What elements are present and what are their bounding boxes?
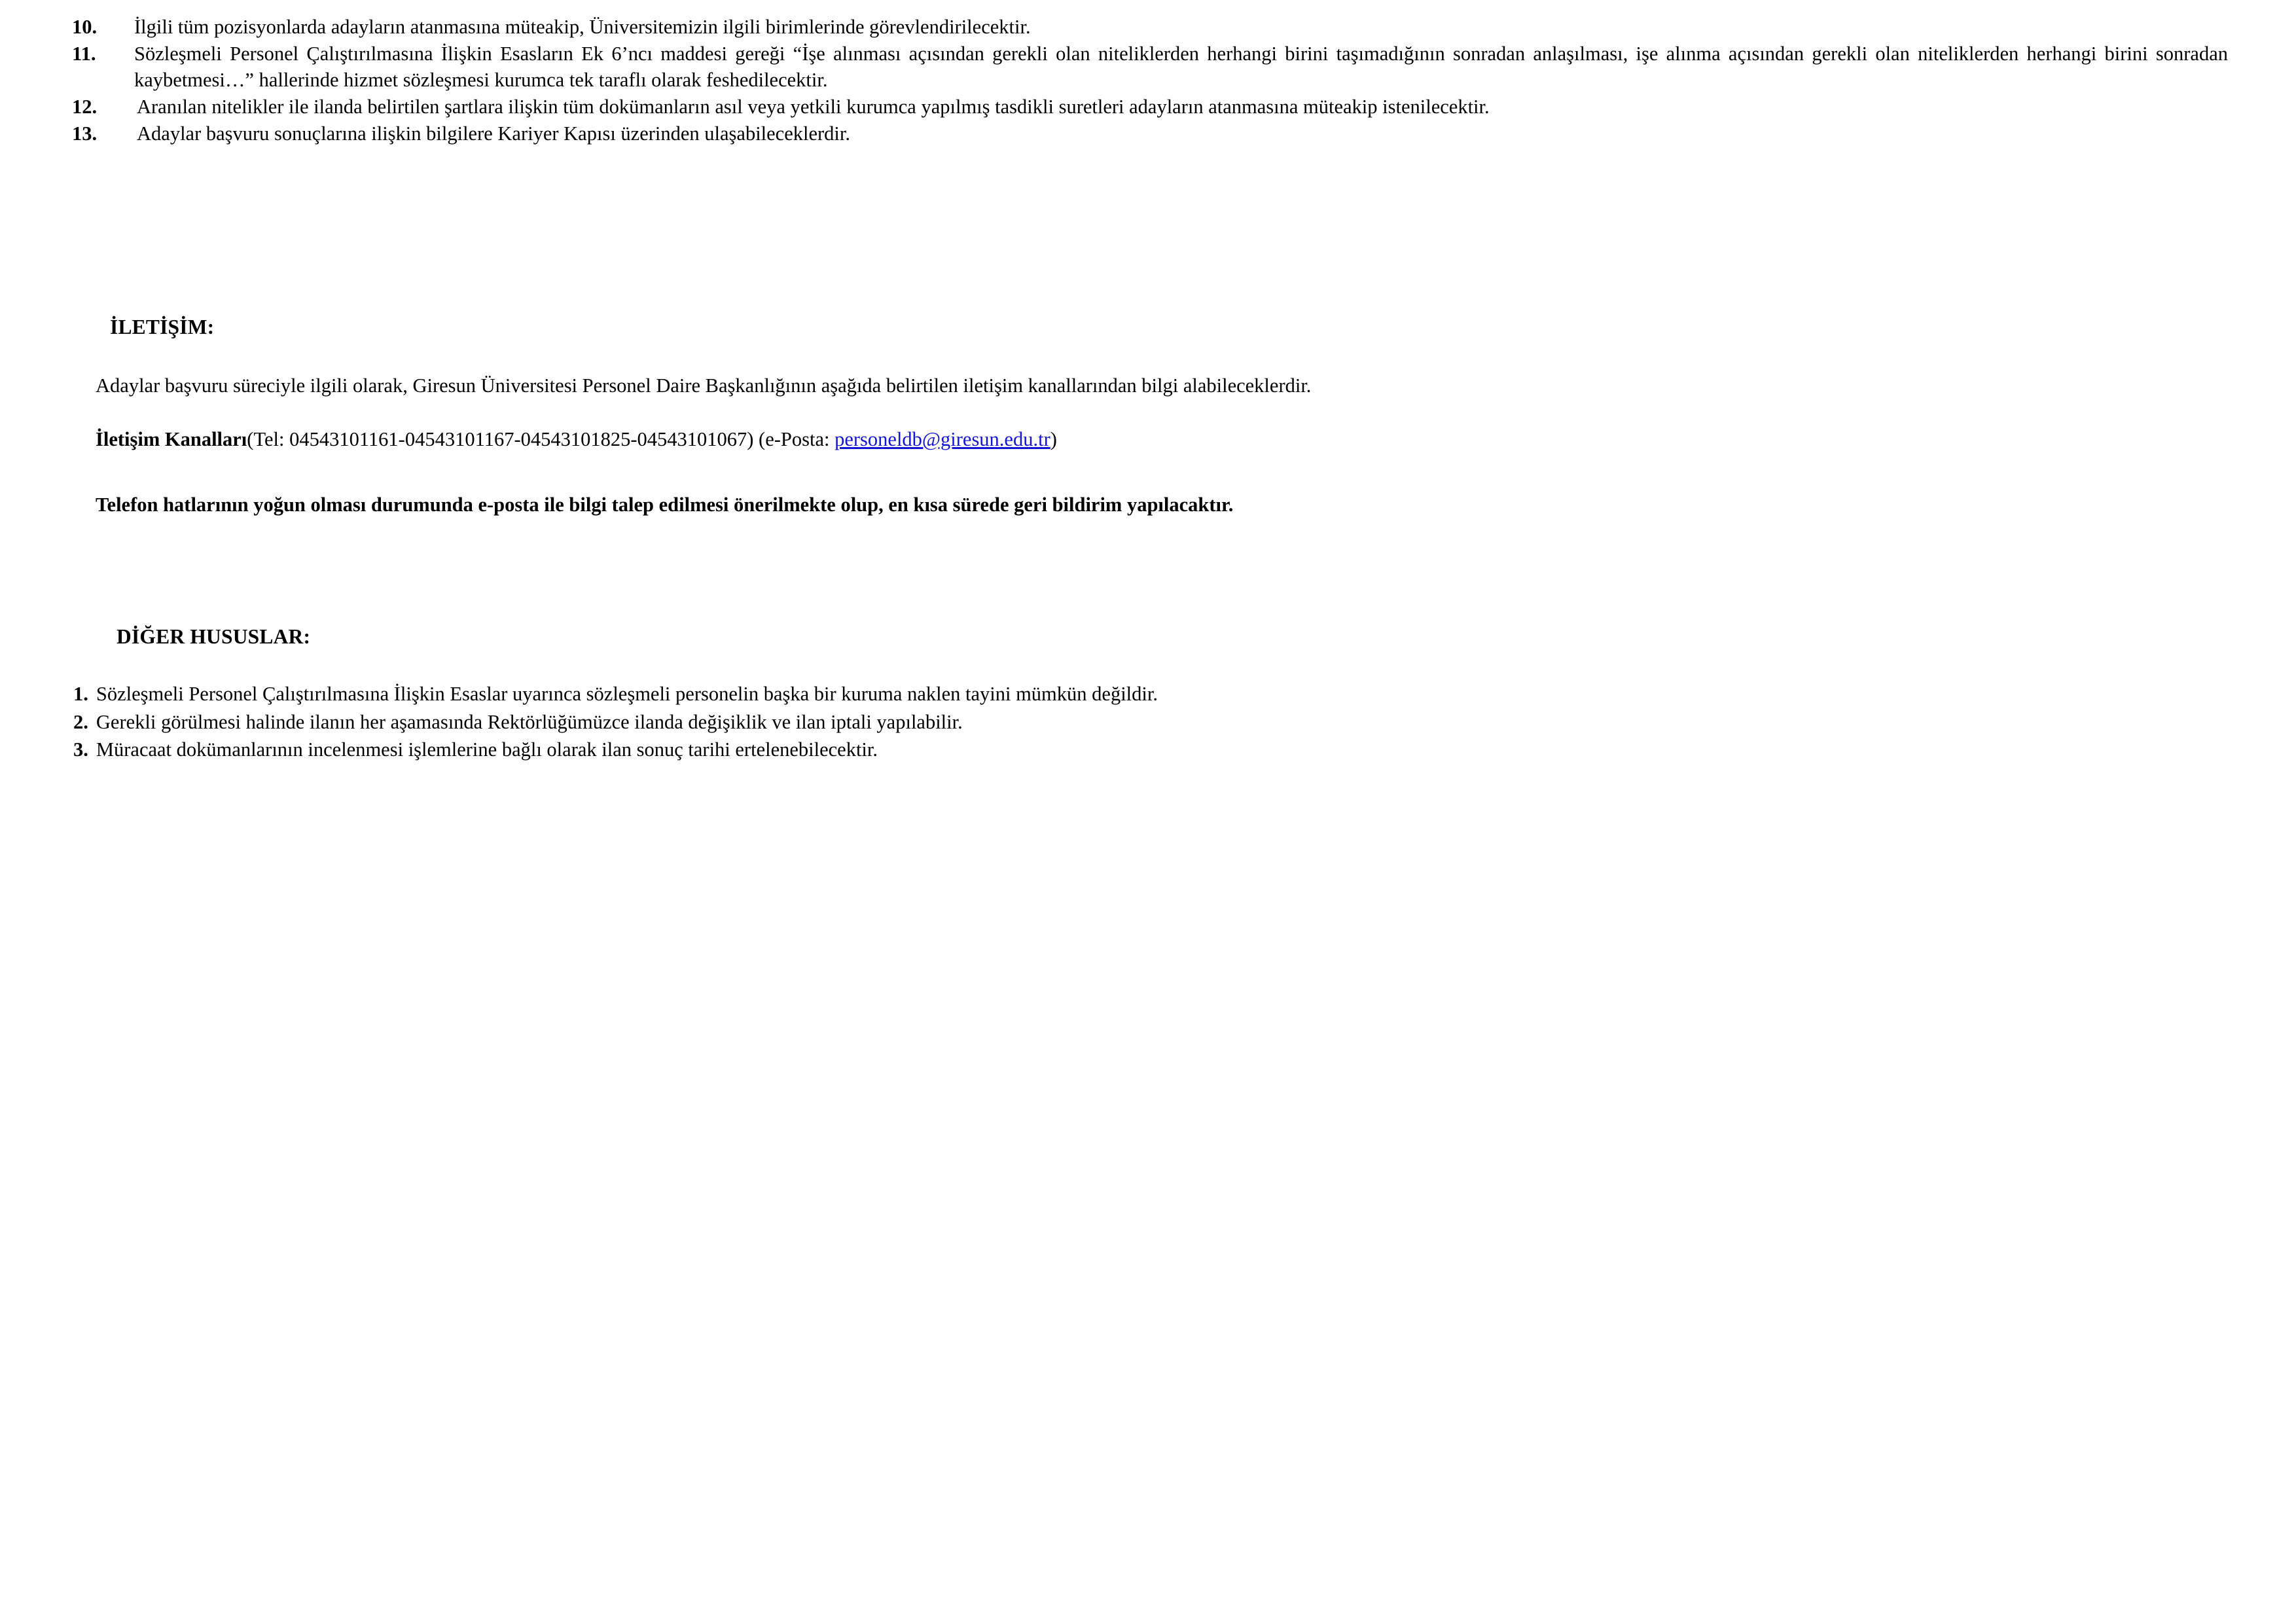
list-item-text: İlgili tüm pozisyonlarda adayların atanmasına müteakip, Üniversitemizin ilgili birimlerinde görevlendirilecektir. bbox=[134, 16, 1031, 38]
list-item bbox=[72, 14, 2232, 41]
list-item-number: 3. bbox=[73, 738, 88, 761]
numbered-conditions-list bbox=[72, 14, 2232, 148]
list-item-number: 11. bbox=[72, 42, 96, 65]
other-matters-list bbox=[73, 681, 2200, 765]
contact-channels-close: ) bbox=[1050, 428, 1057, 450]
contact-section-heading: İLETİŞİM: bbox=[110, 316, 215, 338]
contact-phones-text: (Tel: 04543101161-04543101167-04543101825-04543101067) (e-Posta: bbox=[247, 428, 835, 450]
list-item-number: 12. bbox=[72, 95, 98, 118]
list-item bbox=[72, 41, 2232, 94]
other-matters-heading: DİĞER HUSUSLAR: bbox=[117, 625, 311, 648]
list-item-number: 10. bbox=[72, 16, 98, 38]
contact-intro-text: Adaylar başvuru süreciyle ilgili olarak, Giresun Üniversitesi Personel Daire Başkanlığının aşağıda belirtilen iletişim kanallarından bilgi alabileceklerdir. bbox=[96, 374, 1312, 397]
list-item-text: Adaylar başvuru sonuçlarına ilişkin bilgilere Kariyer Kapısı üzerinden ulaşabileceklerdir. bbox=[137, 122, 851, 145]
list-item bbox=[73, 681, 2200, 708]
list-item-text: Sözleşmeli Personel Çalıştırılmasına İlişkin Esasların Ek 6’ncı maddesi gereği “İşe alınması açısından gerekli olan niteliklerden herhangi birini taşımadığının sonradan anlaşılması, işe alınma açısından gerekli olan niteliklerden herhangi birini sonradan kaybetmesi…” hallerinde hizmet sözleşmesi kurumca tek taraflı olarak feshedilecektir. bbox=[134, 42, 2228, 91]
list-item bbox=[73, 709, 2200, 736]
contact-channels-label: İletişim Kanalları bbox=[96, 428, 247, 450]
list-item bbox=[73, 736, 2200, 763]
list-item-text: Sözleşmeli Personel Çalıştırılmasına İlişkin Esaslar uyarınca sözleşmeli personelin başka bir kuruma naklen tayini mümkün değildir. bbox=[96, 683, 1158, 705]
contact-note-text: Telefon hatlarının yoğun olması durumunda e-posta ile bilgi talep edilmesi önerilmekte olup, en kısa sürede geri bildirim yapılacaktır. bbox=[96, 494, 1234, 516]
list-item-text: Müracaat dokümanlarının incelenmesi işlemlerine bağlı olarak ilan sonuç tarihi ertelenebilecektir. bbox=[96, 738, 878, 761]
list-item bbox=[72, 121, 2232, 147]
list-item-number: 1. bbox=[73, 683, 88, 705]
list-item-number: 2. bbox=[73, 710, 88, 733]
contact-email-link[interactable]: personeldb@giresun.edu.tr bbox=[834, 428, 1050, 450]
list-item-number: 13. bbox=[72, 122, 98, 145]
list-item-text: Aranılan nitelikler ile ilanda belirtilen şartlara ilişkin tüm dokümanların asıl veya yetkili kurumca yapılmış tasdikli suretleri adayların atanmasına müteakip istenilecektir. bbox=[137, 95, 1490, 118]
list-item bbox=[72, 94, 2232, 120]
list-item-text: Gerekli görülmesi halinde ilanın her aşamasında Rektörlüğümüzce ilanda değişiklik ve ilan iptali yapılabilir. bbox=[96, 710, 963, 733]
contact-channels-line bbox=[96, 427, 2190, 453]
